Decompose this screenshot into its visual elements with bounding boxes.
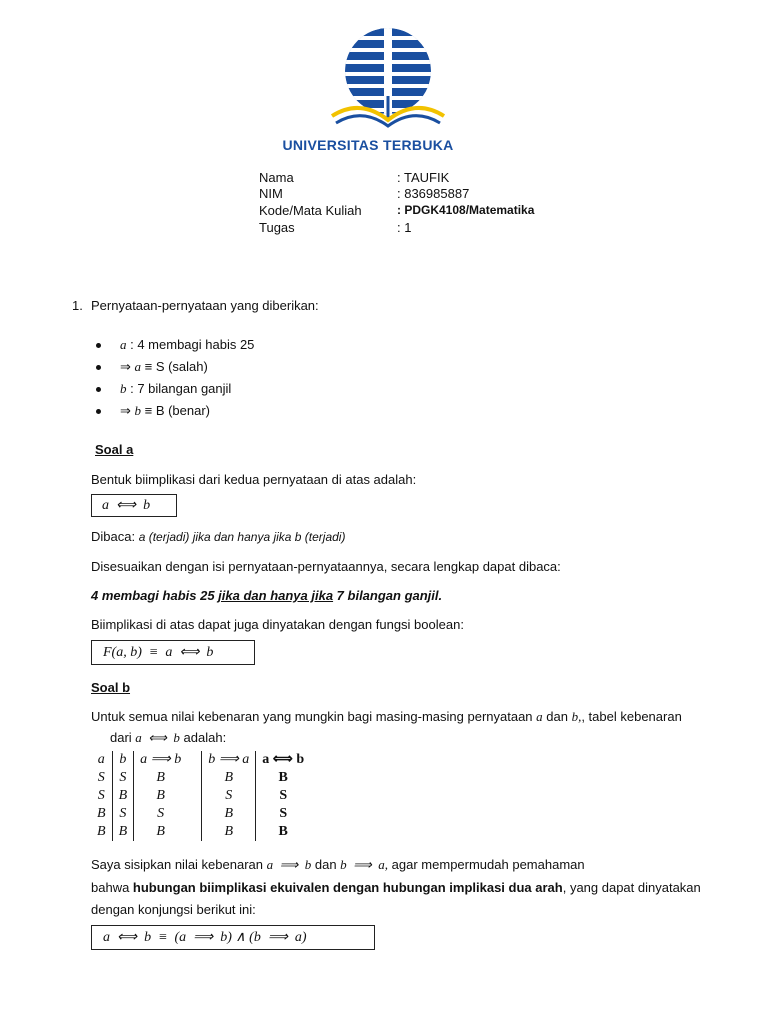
- text-span: agar mempermudah pemahaman: [388, 857, 585, 872]
- info-label: NIM: [259, 186, 283, 201]
- info-row-kode: [259, 203, 579, 220]
- paragraph-dibaca: [91, 529, 345, 544]
- table-cell: B: [112, 787, 134, 805]
- info-label: Kode/Mata Kuliah: [259, 203, 362, 218]
- math-expression: b ⟹ a,: [340, 857, 389, 872]
- bullet-symbol: a: [120, 337, 127, 352]
- info-value: : PDGK4108/Matematika: [397, 203, 535, 217]
- table-cell: S: [91, 769, 112, 787]
- info-value: : 1: [397, 220, 412, 235]
- text-span: dari: [110, 730, 136, 745]
- info-row-tugas: [259, 220, 579, 237]
- text-span: Saya sisipkan nilai kebenaran: [91, 857, 267, 872]
- table-cell: S: [202, 787, 256, 805]
- info-label: Tugas: [259, 220, 295, 235]
- table-cell: B: [278, 770, 288, 785]
- formula: F(a, b) ≡ a ⟺ b: [103, 645, 214, 660]
- text-span: Untuk semua nilai kebenaran yang mungkin bagi masing-masing pernyataan: [91, 709, 537, 724]
- question-intro: Pernyataan-pernyataan yang diberikan:: [91, 298, 319, 313]
- bullet-prefix: ⇒: [120, 403, 135, 418]
- dibaca-label: Dibaca:: [91, 529, 139, 544]
- statement-part: 4 membagi habis 25: [91, 588, 219, 603]
- table-header: b: [112, 751, 134, 769]
- paragraph: dengan konjungsi berikut ini:: [91, 902, 256, 917]
- bullet-icon: [96, 343, 101, 348]
- statement-connective: jika dan hanya jika: [218, 588, 334, 603]
- text-span: dan: [311, 857, 341, 872]
- bullet-icon: [96, 387, 101, 392]
- paragraph: [91, 709, 682, 725]
- info-row-nama: [259, 170, 579, 187]
- section-heading-soal-b: Soal b: [91, 680, 131, 695]
- table-header-row: [91, 751, 310, 769]
- info-row-nim: [259, 186, 579, 203]
- text-span: bahwa: [91, 880, 133, 895]
- formula-box: [91, 494, 177, 517]
- table-row: [91, 769, 310, 787]
- paragraph: [110, 730, 226, 746]
- table-cell: B: [202, 823, 256, 841]
- table-cell: S: [91, 787, 112, 805]
- table-cell: B: [156, 824, 165, 839]
- paragraph: [91, 880, 701, 895]
- logo-title: UNIVERSITAS TERBUKA: [282, 137, 454, 153]
- math-symbol: a: [536, 709, 543, 724]
- logo-emblem-icon: [318, 24, 458, 136]
- text-span: , yang dapat dinyatakan: [562, 880, 701, 895]
- table-row: [91, 805, 310, 823]
- table-cell: B: [278, 824, 288, 839]
- table-cell: S: [157, 806, 165, 821]
- statement-full: [91, 588, 442, 603]
- table-cell: S: [279, 806, 288, 821]
- info-value: : 836985887: [397, 186, 470, 201]
- paragraph: Disesuaikan dengan isi pernyataan-pernyataannya, secara lengkap dapat dibaca:: [91, 559, 561, 574]
- emphasis-text: hubungan biimplikasi ekuivalen dengan hubungan implikasi dua arah: [132, 880, 563, 895]
- table-header: a ⟹ b: [140, 752, 182, 767]
- bullet-prefix: ⇒: [120, 359, 135, 374]
- info-label: Nama: [259, 170, 294, 185]
- table-header: b ⟹ a: [202, 751, 256, 769]
- table-row: [91, 787, 310, 805]
- formula: a ⟺ b: [102, 498, 151, 513]
- section-heading-soal-a: Soal a: [95, 442, 134, 457]
- paragraph: Bentuk biimplikasi dari kedua pernyataan di atas adalah:: [91, 472, 417, 487]
- formula: a ⟺ b ≡ (a ⟹ b) ∧ (b ⟹ a): [103, 930, 307, 945]
- math-expression: a ⟹ b: [266, 857, 312, 872]
- bullet-icon: [96, 409, 101, 414]
- table-cell: S: [112, 769, 134, 787]
- question-number: 1.: [72, 298, 83, 313]
- formula-box: [91, 925, 375, 950]
- text-span: , tabel kebenaran: [581, 709, 682, 724]
- bullet-text: : 4 membagi habis 25: [126, 337, 255, 352]
- bullet-text: ≡ B (benar): [141, 403, 211, 418]
- paragraph: [91, 857, 585, 873]
- bullet-text: ≡ S (salah): [141, 359, 208, 374]
- formula-box: [91, 640, 255, 665]
- paragraph: Biimplikasi di atas dapat juga dinyatakan dengan fungsi boolean:: [91, 617, 464, 632]
- table-cell: B: [91, 805, 112, 823]
- table-cell: B: [156, 770, 165, 785]
- table-header: a ⟺ b: [262, 752, 305, 767]
- bullet-symbol: b: [134, 403, 142, 418]
- bullet-symbol: a: [134, 359, 142, 374]
- table-cell: B: [156, 788, 165, 803]
- university-logo: [318, 24, 458, 136]
- table-cell: B: [112, 823, 134, 841]
- table-row: [91, 823, 310, 841]
- math-symbol: b,: [571, 709, 582, 724]
- info-value: : TAUFIK: [397, 170, 450, 185]
- statement-part: 7 bilangan ganjil.: [333, 588, 443, 603]
- bullet-text: : 7 bilangan ganjil: [126, 381, 232, 396]
- bullet-symbol: b: [120, 381, 127, 396]
- text-span: adalah:: [179, 730, 227, 745]
- truth-table: [91, 751, 310, 841]
- bullet-icon: [96, 365, 101, 370]
- table-cell: B: [202, 805, 256, 823]
- table-cell: B: [91, 823, 112, 841]
- table-cell: S: [279, 788, 288, 803]
- dibaca-text: a (terjadi) jika dan hanya jika b (terjadi): [138, 530, 346, 544]
- table-header: a: [91, 751, 112, 769]
- table-cell: S: [112, 805, 134, 823]
- text-span: dan: [542, 709, 572, 724]
- table-cell: B: [202, 769, 256, 787]
- math-expression: a ⟺ b: [135, 730, 180, 745]
